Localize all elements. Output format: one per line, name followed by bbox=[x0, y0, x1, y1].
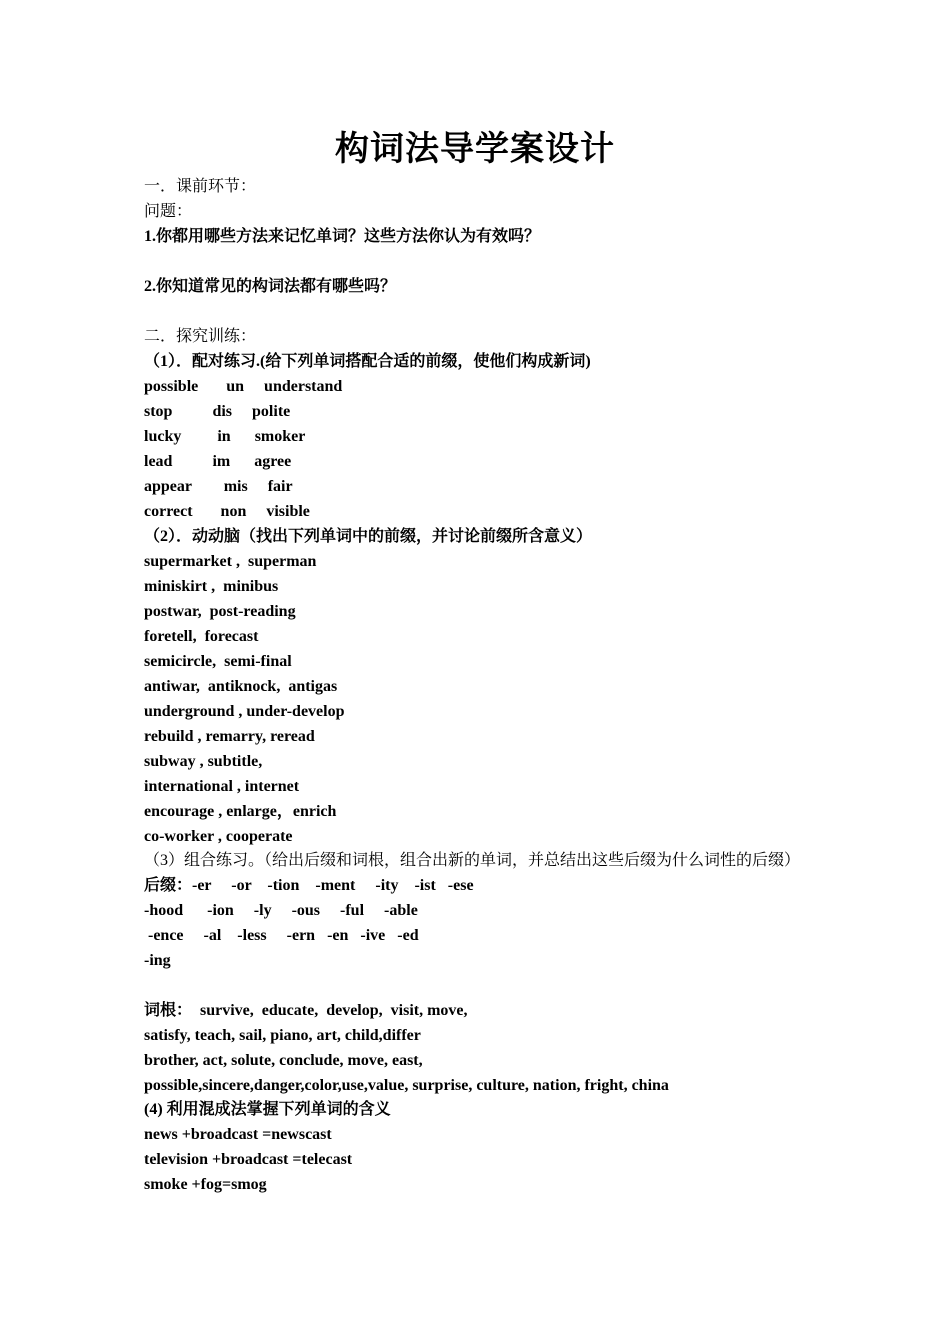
blend-row: smoke +fog=smog bbox=[144, 1176, 267, 1193]
exercise-3-heading: （3）组合练习。（给出后缀和词根，组合出新的单词，并总结出这些后缀为什么词性的后缀） bbox=[144, 852, 801, 869]
prefix-word-row: international , internet bbox=[144, 778, 300, 795]
document-title: 构词法导学案设计 bbox=[335, 131, 615, 168]
exercise-2-heading: （2）．动动脑（找出下列单词中的前缀，并讨论前缀所含意义） bbox=[144, 528, 593, 545]
exercise-1-heading: （1）．配对练习.(给下列单词搭配合适的前缀，使他们构成新词) bbox=[144, 353, 591, 370]
exercise-4-heading: (4) 利用混成法掌握下列单词的含义 bbox=[144, 1101, 391, 1118]
match-row: lucky in smoker bbox=[144, 428, 306, 445]
prefix-word-row: co-worker , cooperate bbox=[144, 828, 293, 845]
section-heading-practice: 二．探究训练： bbox=[144, 328, 257, 345]
match-row: correct non visible bbox=[144, 503, 310, 520]
suffix-row: -ing bbox=[144, 952, 171, 969]
prefix-word-row: foretell, forecast bbox=[144, 628, 259, 645]
prefix-word-row: postwar, post-reading bbox=[144, 603, 296, 620]
match-row: possible un understand bbox=[144, 378, 343, 395]
questions-label: 问题： bbox=[144, 203, 193, 220]
blend-row: television +broadcast =telecast bbox=[144, 1151, 353, 1168]
prefix-word-row: semicircle, semi-final bbox=[144, 653, 292, 670]
prefix-word-row: supermarket , superman bbox=[144, 553, 317, 570]
root-row: 词根： survive, educate, develop, visit, move, bbox=[144, 1002, 468, 1019]
prefix-word-row: encourage , enlarge，enrich bbox=[144, 803, 337, 820]
suffix-row: -hood -ion -ly -ous -ful -able bbox=[144, 902, 418, 919]
prefix-word-row: subway , subtitle, bbox=[144, 753, 263, 770]
prefix-word-row: miniskirt , minibus bbox=[144, 578, 279, 595]
root-row: brother, act, solute, conclude, move, east, bbox=[144, 1052, 423, 1069]
prefix-word-row: underground , under-develop bbox=[144, 703, 345, 720]
root-row: possible,sincere,danger,color,use,value, surprise, culture, nation, fright, china bbox=[144, 1077, 669, 1094]
section-heading-pre-class: 一．课前环节： bbox=[144, 178, 257, 195]
match-row: stop dis polite bbox=[144, 403, 291, 420]
prefix-word-row: antiwar, antiknock, antigas bbox=[144, 678, 338, 695]
suffix-row: -ence -al -less -ern -en -ive -ed bbox=[144, 927, 419, 944]
prefix-word-row: rebuild , remarry, reread bbox=[144, 728, 315, 745]
question-1: 1.你都用哪些方法来记忆单词？这些方法你认为有效吗？ bbox=[144, 228, 541, 245]
match-row: appear mis fair bbox=[144, 478, 293, 495]
question-2: 2.你知道常见的构词法都有哪些吗？ bbox=[144, 278, 397, 295]
root-row: satisfy, teach, sail, piano, art, child,differ bbox=[144, 1027, 421, 1044]
match-row: lead im agree bbox=[144, 453, 292, 470]
suffix-row: 后缀：-er -or -tion -ment -ity -ist -ese bbox=[144, 877, 474, 894]
blend-row: news +broadcast =newscast bbox=[144, 1126, 332, 1143]
